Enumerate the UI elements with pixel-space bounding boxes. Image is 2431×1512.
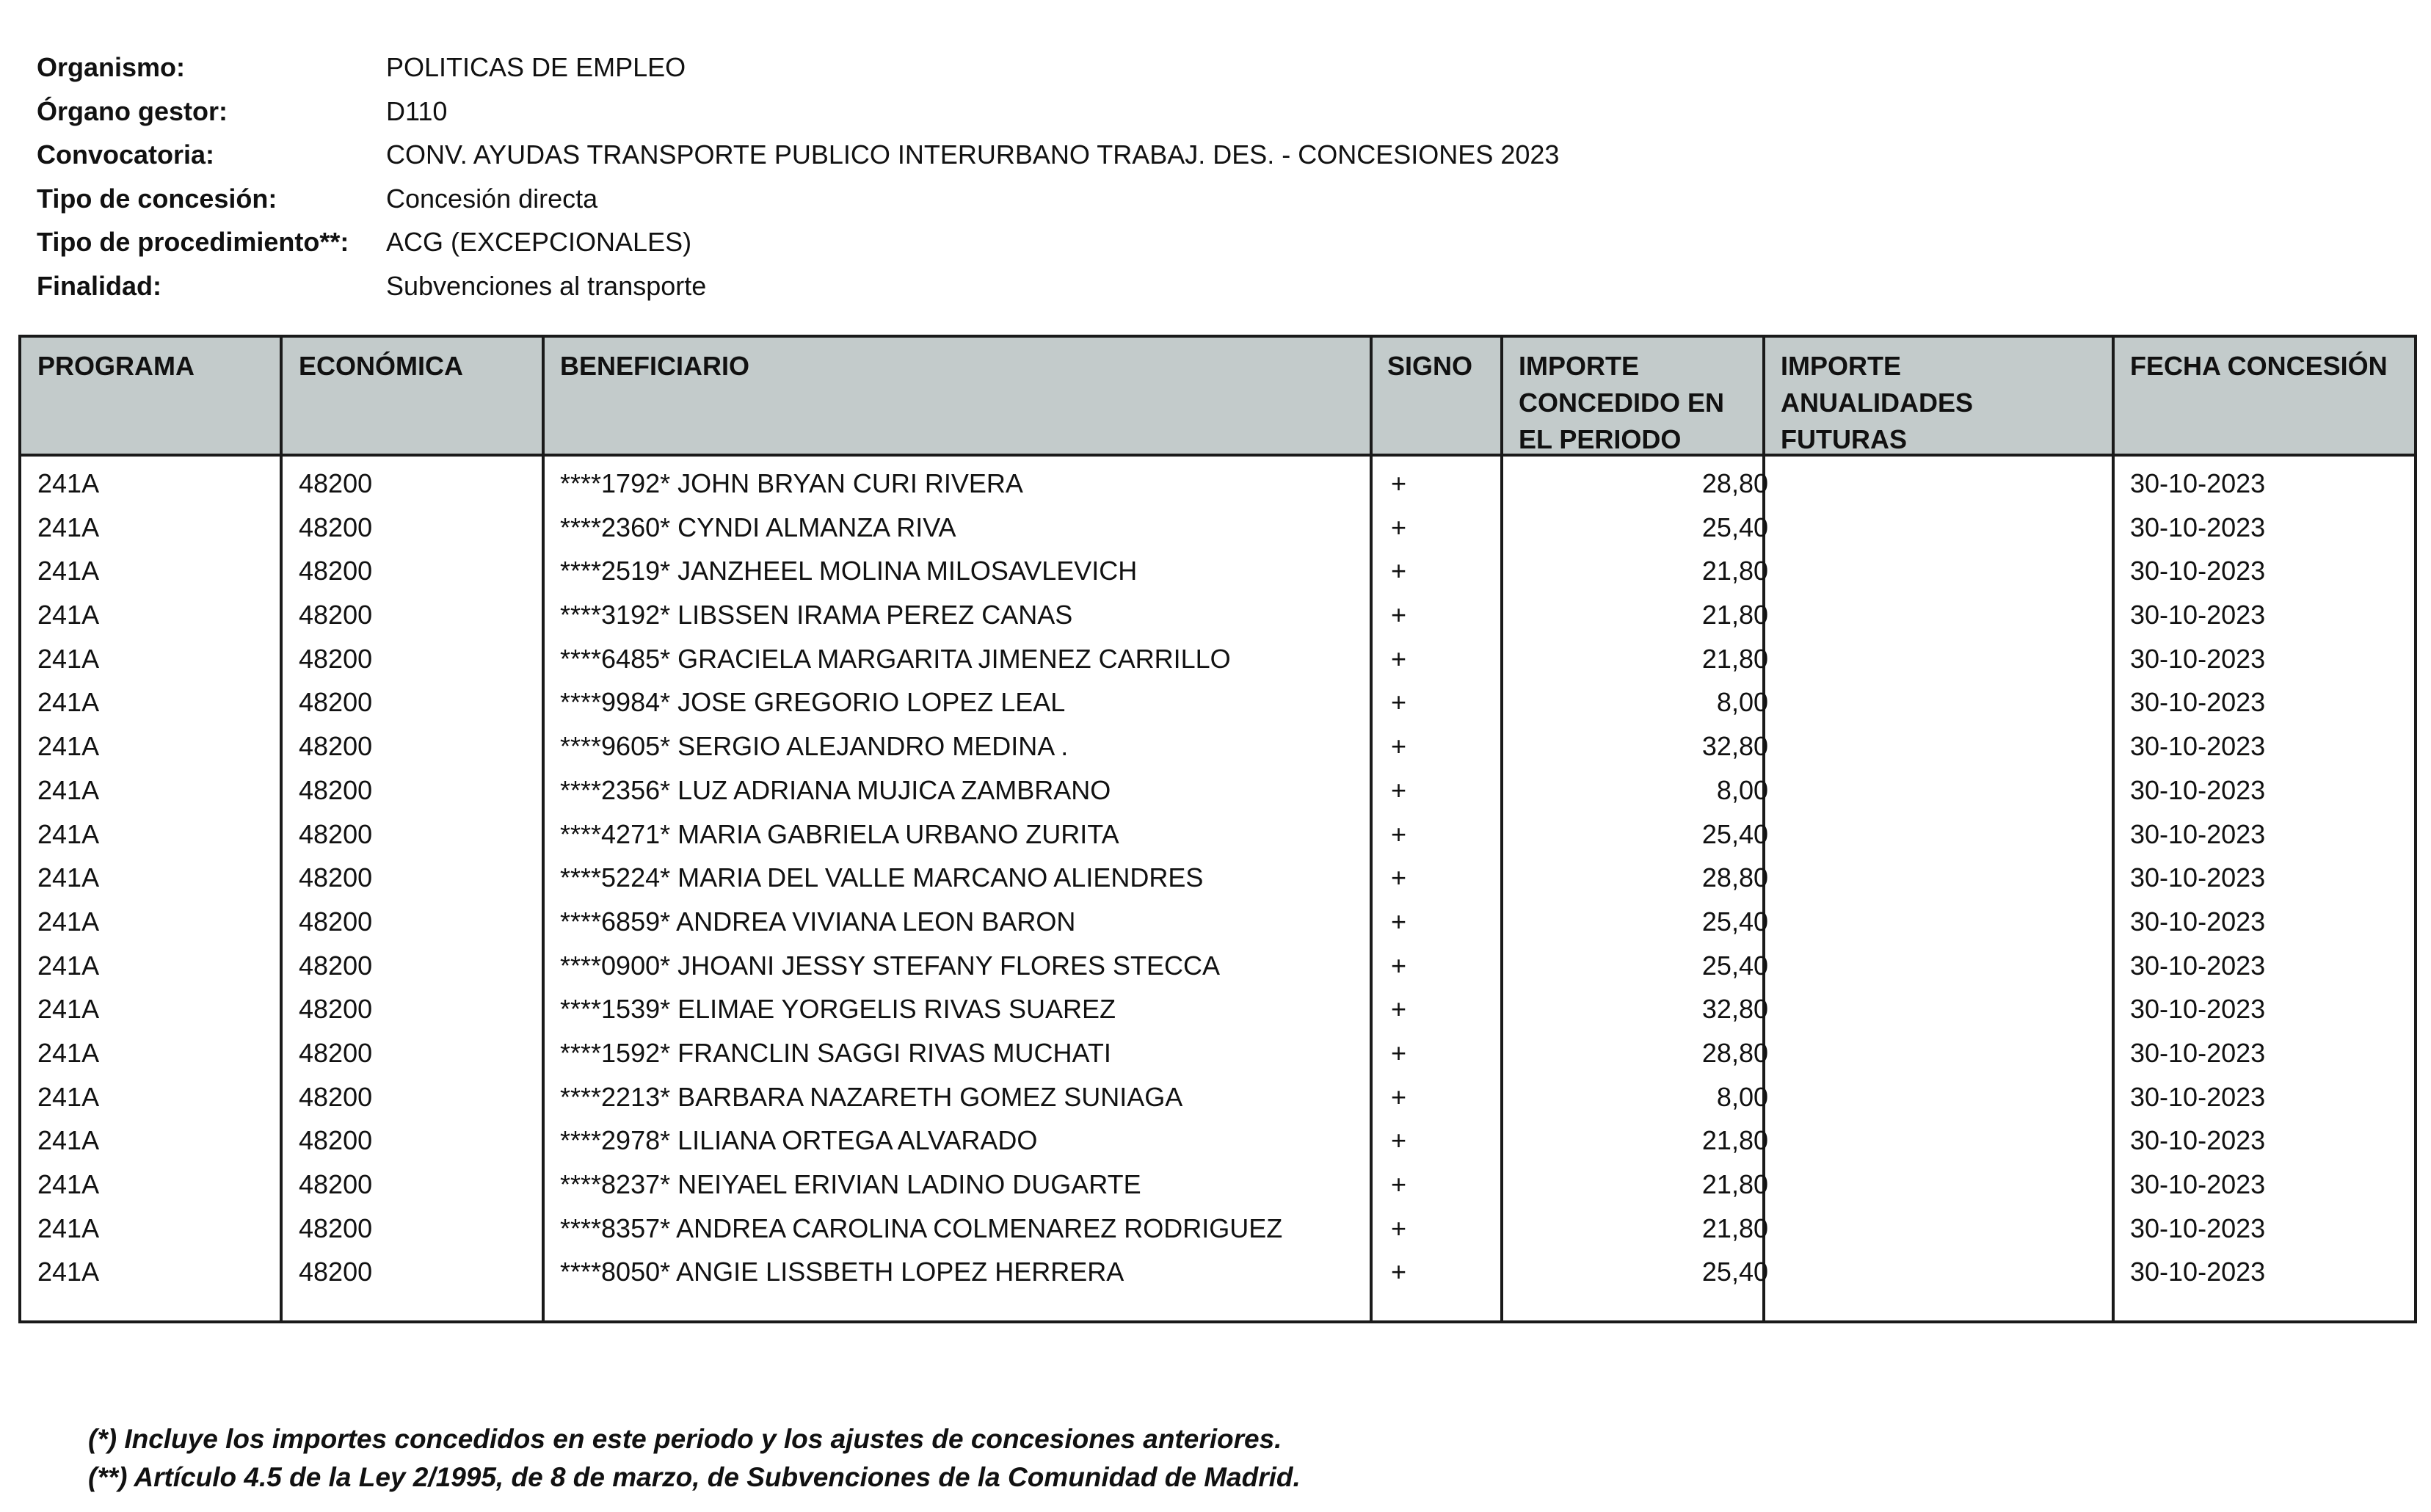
footnotes — [88, 1420, 1301, 1497]
cell-importe: 32,80 — [1701, 994, 1768, 1025]
cell-beneficiario: ****5224* MARIA DEL VALLE MARCANO ALIENDRES — [560, 862, 1204, 893]
column-header-line: FUTURAS — [1781, 424, 1907, 454]
footnote: (*) Incluye los importes concedidos en este periodo y los ajustes de concesiones anteriores. — [88, 1424, 1282, 1454]
cell-programa: 241A — [37, 818, 100, 849]
cell-importe: 25,40 — [1701, 818, 1768, 849]
cell-economica: 48200 — [299, 1257, 373, 1287]
table-row — [21, 864, 2414, 908]
field-value: Concesión directa — [386, 183, 598, 214]
cell-economica: 48200 — [299, 512, 373, 542]
cell-programa: 241A — [37, 687, 100, 718]
table-row — [21, 1258, 2414, 1302]
cell-economica: 48200 — [299, 556, 373, 586]
cell-fecha: 30-10-2023 — [2130, 1257, 2266, 1287]
header-field-tipo-procedimiento — [37, 220, 1559, 264]
field-value: ACG (EXCEPCIONALES) — [386, 227, 692, 258]
cell-signo: + — [1391, 1125, 1407, 1156]
footnote: (**) Artículo 4.5 de la Ley 2/1995, de 8 de marzo, de Subvenciones de la Comunidad de Madrid. — [88, 1462, 1301, 1492]
cell-economica: 48200 — [299, 731, 373, 762]
cell-importe: 25,40 — [1701, 1257, 1768, 1287]
cell-programa: 241A — [37, 731, 100, 762]
field-label: Finalidad: — [37, 270, 161, 301]
cell-fecha: 30-10-2023 — [2130, 1081, 2266, 1112]
field-label: Tipo de concesión: — [37, 183, 277, 214]
column-header-line: IMPORTE — [1519, 351, 1640, 381]
cell-signo: + — [1391, 731, 1407, 762]
cell-signo: + — [1391, 774, 1407, 805]
cell-importe: 8,00 — [1716, 774, 1768, 805]
cell-economica: 48200 — [299, 950, 373, 981]
cell-beneficiario: ****1592* FRANCLIN SAGGI RIVAS MUCHATI — [560, 1037, 1111, 1068]
cell-programa: 241A — [37, 600, 100, 630]
table-row — [21, 774, 2414, 821]
cell-economica: 48200 — [299, 774, 373, 805]
column-header-economica: ECONÓMICA — [299, 351, 463, 381]
cell-beneficiario: ****2519* JANZHEEL MOLINA MILOSAVLEVICH — [560, 556, 1138, 586]
table-row — [21, 1215, 2414, 1259]
cell-importe: 28,80 — [1701, 1037, 1768, 1068]
field-label: Tipo de procedimiento**: — [37, 227, 349, 258]
column-header-line: EL PERIODO — [1519, 424, 1682, 454]
cell-signo: + — [1391, 643, 1407, 674]
column-header-importe — [1519, 348, 1724, 458]
cell-beneficiario: ****2978* LILIANA ORTEGA ALVARADO — [560, 1125, 1038, 1156]
table-row — [21, 1083, 2414, 1127]
cell-programa: 241A — [37, 1257, 100, 1287]
column-header-programa: PROGRAMA — [37, 351, 195, 381]
cell-beneficiario: ****2213* BARBARA NAZARETH GOMEZ SUNIAGA — [560, 1081, 1183, 1112]
cell-importe: 21,80 — [1701, 556, 1768, 586]
cell-importe: 21,80 — [1701, 1213, 1768, 1243]
table-row — [21, 557, 2414, 601]
header-field-organismo — [37, 46, 1559, 90]
cell-economica: 48200 — [299, 1169, 373, 1199]
cell-economica: 48200 — [299, 906, 373, 937]
table-row — [21, 514, 2414, 558]
concessions-table — [18, 335, 2417, 1323]
cell-signo: + — [1391, 994, 1407, 1025]
table-row — [21, 688, 2414, 733]
table-row — [21, 733, 2414, 777]
header-field-convocatoria — [37, 133, 1559, 177]
table-row — [21, 952, 2414, 996]
cell-signo: + — [1391, 862, 1407, 893]
cell-programa: 241A — [37, 1037, 100, 1068]
cell-economica: 48200 — [299, 1081, 373, 1112]
cell-fecha: 30-10-2023 — [2130, 862, 2266, 893]
cell-beneficiario: ****6485* GRACIELA MARGARITA JIMENEZ CARRILLO — [560, 643, 1231, 674]
field-label: Organismo: — [37, 52, 186, 82]
cell-fecha: 30-10-2023 — [2130, 687, 2266, 718]
column-header-line: IMPORTE — [1781, 351, 1902, 381]
cell-beneficiario: ****2360* CYNDI ALMANZA RIVA — [560, 512, 956, 542]
cell-economica: 48200 — [299, 1037, 373, 1068]
field-value: Subvenciones al transporte — [386, 270, 707, 301]
cell-fecha: 30-10-2023 — [2130, 818, 2266, 849]
cell-importe: 21,80 — [1701, 600, 1768, 630]
cell-signo: + — [1391, 1213, 1407, 1243]
cell-beneficiario: ****6859* ANDREA VIVIANA LEON BARON — [560, 906, 1076, 937]
cell-programa: 241A — [37, 1213, 100, 1243]
cell-beneficiario: ****9984* JOSE GREGORIO LOPEZ LEAL — [560, 687, 1066, 718]
cell-programa: 241A — [37, 906, 100, 937]
cell-programa: 241A — [37, 512, 100, 542]
cell-programa: 241A — [37, 1081, 100, 1112]
cell-importe: 25,40 — [1701, 512, 1768, 542]
cell-economica: 48200 — [299, 643, 373, 674]
column-header-fecha: FECHA CONCESIÓN — [2130, 351, 2388, 381]
field-label: Órgano gestor: — [37, 95, 228, 126]
cell-importe: 8,00 — [1716, 1081, 1768, 1112]
cell-signo: + — [1391, 556, 1407, 586]
column-header-beneficiario: BENEFICIARIO — [560, 351, 750, 381]
cell-fecha: 30-10-2023 — [2130, 1213, 2266, 1243]
cell-fecha: 30-10-2023 — [2130, 774, 2266, 805]
cell-fecha: 30-10-2023 — [2130, 731, 2266, 762]
column-header-anualidades — [1781, 348, 1973, 458]
cell-economica: 48200 — [299, 468, 373, 498]
table-row — [21, 1039, 2414, 1083]
cell-economica: 48200 — [299, 994, 373, 1025]
field-value: D110 — [386, 95, 448, 126]
column-header-signo: SIGNO — [1387, 351, 1473, 381]
cell-programa: 241A — [37, 1169, 100, 1199]
cell-fecha: 30-10-2023 — [2130, 512, 2266, 542]
cell-economica: 48200 — [299, 818, 373, 849]
cell-economica: 48200 — [299, 1125, 373, 1156]
cell-fecha: 30-10-2023 — [2130, 1169, 2266, 1199]
cell-signo: + — [1391, 906, 1407, 937]
table-row — [21, 818, 2414, 865]
cell-beneficiario: ****1539* ELIMAE YORGELIS RIVAS SUAREZ — [560, 994, 1116, 1025]
table-row — [21, 601, 2414, 645]
cell-signo: + — [1391, 512, 1407, 542]
cell-importe: 28,80 — [1701, 468, 1768, 498]
cell-signo: + — [1391, 1081, 1407, 1112]
table-header — [21, 338, 2414, 457]
table-row — [21, 908, 2414, 952]
cell-importe: 21,80 — [1701, 643, 1768, 674]
cell-beneficiario: ****0900* JHOANI JESSY STEFANY FLORES STECCA — [560, 950, 1220, 981]
cell-fecha: 30-10-2023 — [2130, 1125, 2266, 1156]
cell-signo: + — [1391, 1257, 1407, 1287]
cell-programa: 241A — [37, 862, 100, 893]
cell-beneficiario: ****8237* NEIYAEL ERIVIAN LADINO DUGARTE — [560, 1169, 1141, 1199]
cell-programa: 241A — [37, 556, 100, 586]
cell-beneficiario: ****3192* LIBSSEN IRAMA PEREZ CANAS — [560, 600, 1073, 630]
cell-programa: 241A — [37, 950, 100, 981]
cell-signo: + — [1391, 687, 1407, 718]
cell-programa: 241A — [37, 643, 100, 674]
cell-programa: 241A — [37, 994, 100, 1025]
cell-fecha: 30-10-2023 — [2130, 556, 2266, 586]
cell-importe: 8,00 — [1716, 687, 1768, 718]
cell-signo: + — [1391, 1169, 1407, 1199]
cell-economica: 48200 — [299, 687, 373, 718]
cell-programa: 241A — [37, 468, 100, 498]
cell-importe: 25,40 — [1701, 950, 1768, 981]
cell-importe: 32,80 — [1701, 731, 1768, 762]
column-header-line: CONCEDIDO EN — [1519, 388, 1725, 418]
cell-importe: 28,80 — [1701, 862, 1768, 893]
cell-fecha: 30-10-2023 — [2130, 643, 2266, 674]
cell-beneficiario: ****8050* ANGIE LISSBETH LOPEZ HERRERA — [560, 1257, 1124, 1287]
header-field-tipo-concesion — [37, 177, 1559, 221]
table-body — [21, 470, 2414, 1302]
table-row — [21, 1127, 2414, 1171]
cell-fecha: 30-10-2023 — [2130, 906, 2266, 937]
cell-programa: 241A — [37, 774, 100, 805]
cell-fecha: 30-10-2023 — [2130, 600, 2266, 630]
cell-programa: 241A — [37, 1125, 100, 1156]
cell-importe: 21,80 — [1701, 1125, 1768, 1156]
cell-signo: + — [1391, 600, 1407, 630]
cell-beneficiario: ****8357* ANDREA CAROLINA COLMENAREZ RODRIGUEZ — [560, 1213, 1283, 1243]
cell-fecha: 30-10-2023 — [2130, 1037, 2266, 1068]
cell-fecha: 30-10-2023 — [2130, 468, 2266, 498]
cell-beneficiario: ****1792* JOHN BRYAN CURI RIVERA — [560, 468, 1023, 498]
header-field-finalidad — [37, 264, 1559, 308]
cell-importe: 21,80 — [1701, 1169, 1768, 1199]
table-row — [21, 995, 2414, 1039]
table-row — [21, 645, 2414, 689]
document-header — [37, 46, 1559, 308]
cell-economica: 48200 — [299, 1213, 373, 1243]
field-value: POLITICAS DE EMPLEO — [386, 52, 686, 82]
cell-fecha: 30-10-2023 — [2130, 950, 2266, 981]
table-row — [21, 470, 2414, 514]
cell-fecha: 30-10-2023 — [2130, 994, 2266, 1025]
cell-importe: 25,40 — [1701, 906, 1768, 937]
cell-economica: 48200 — [299, 862, 373, 893]
cell-beneficiario: ****4271* MARIA GABRIELA URBANO ZURITA — [560, 818, 1119, 849]
header-field-organo-gestor — [37, 90, 1559, 134]
cell-beneficiario: ****9605* SERGIO ALEJANDRO MEDINA . — [560, 731, 1069, 762]
column-header-line: ANUALIDADES — [1781, 388, 1974, 418]
cell-signo: + — [1391, 1037, 1407, 1068]
field-label: Convocatoria: — [37, 139, 215, 170]
table-row — [21, 1171, 2414, 1215]
cell-signo: + — [1391, 818, 1407, 849]
cell-economica: 48200 — [299, 600, 373, 630]
field-value: CONV. AYUDAS TRANSPORTE PUBLICO INTERURBANO TRABAJ. DES. - CONCESIONES 2023 — [386, 139, 1560, 170]
cell-signo: + — [1391, 468, 1407, 498]
cell-signo: + — [1391, 950, 1407, 981]
cell-beneficiario: ****2356* LUZ ADRIANA MUJICA ZAMBRANO — [560, 774, 1111, 805]
